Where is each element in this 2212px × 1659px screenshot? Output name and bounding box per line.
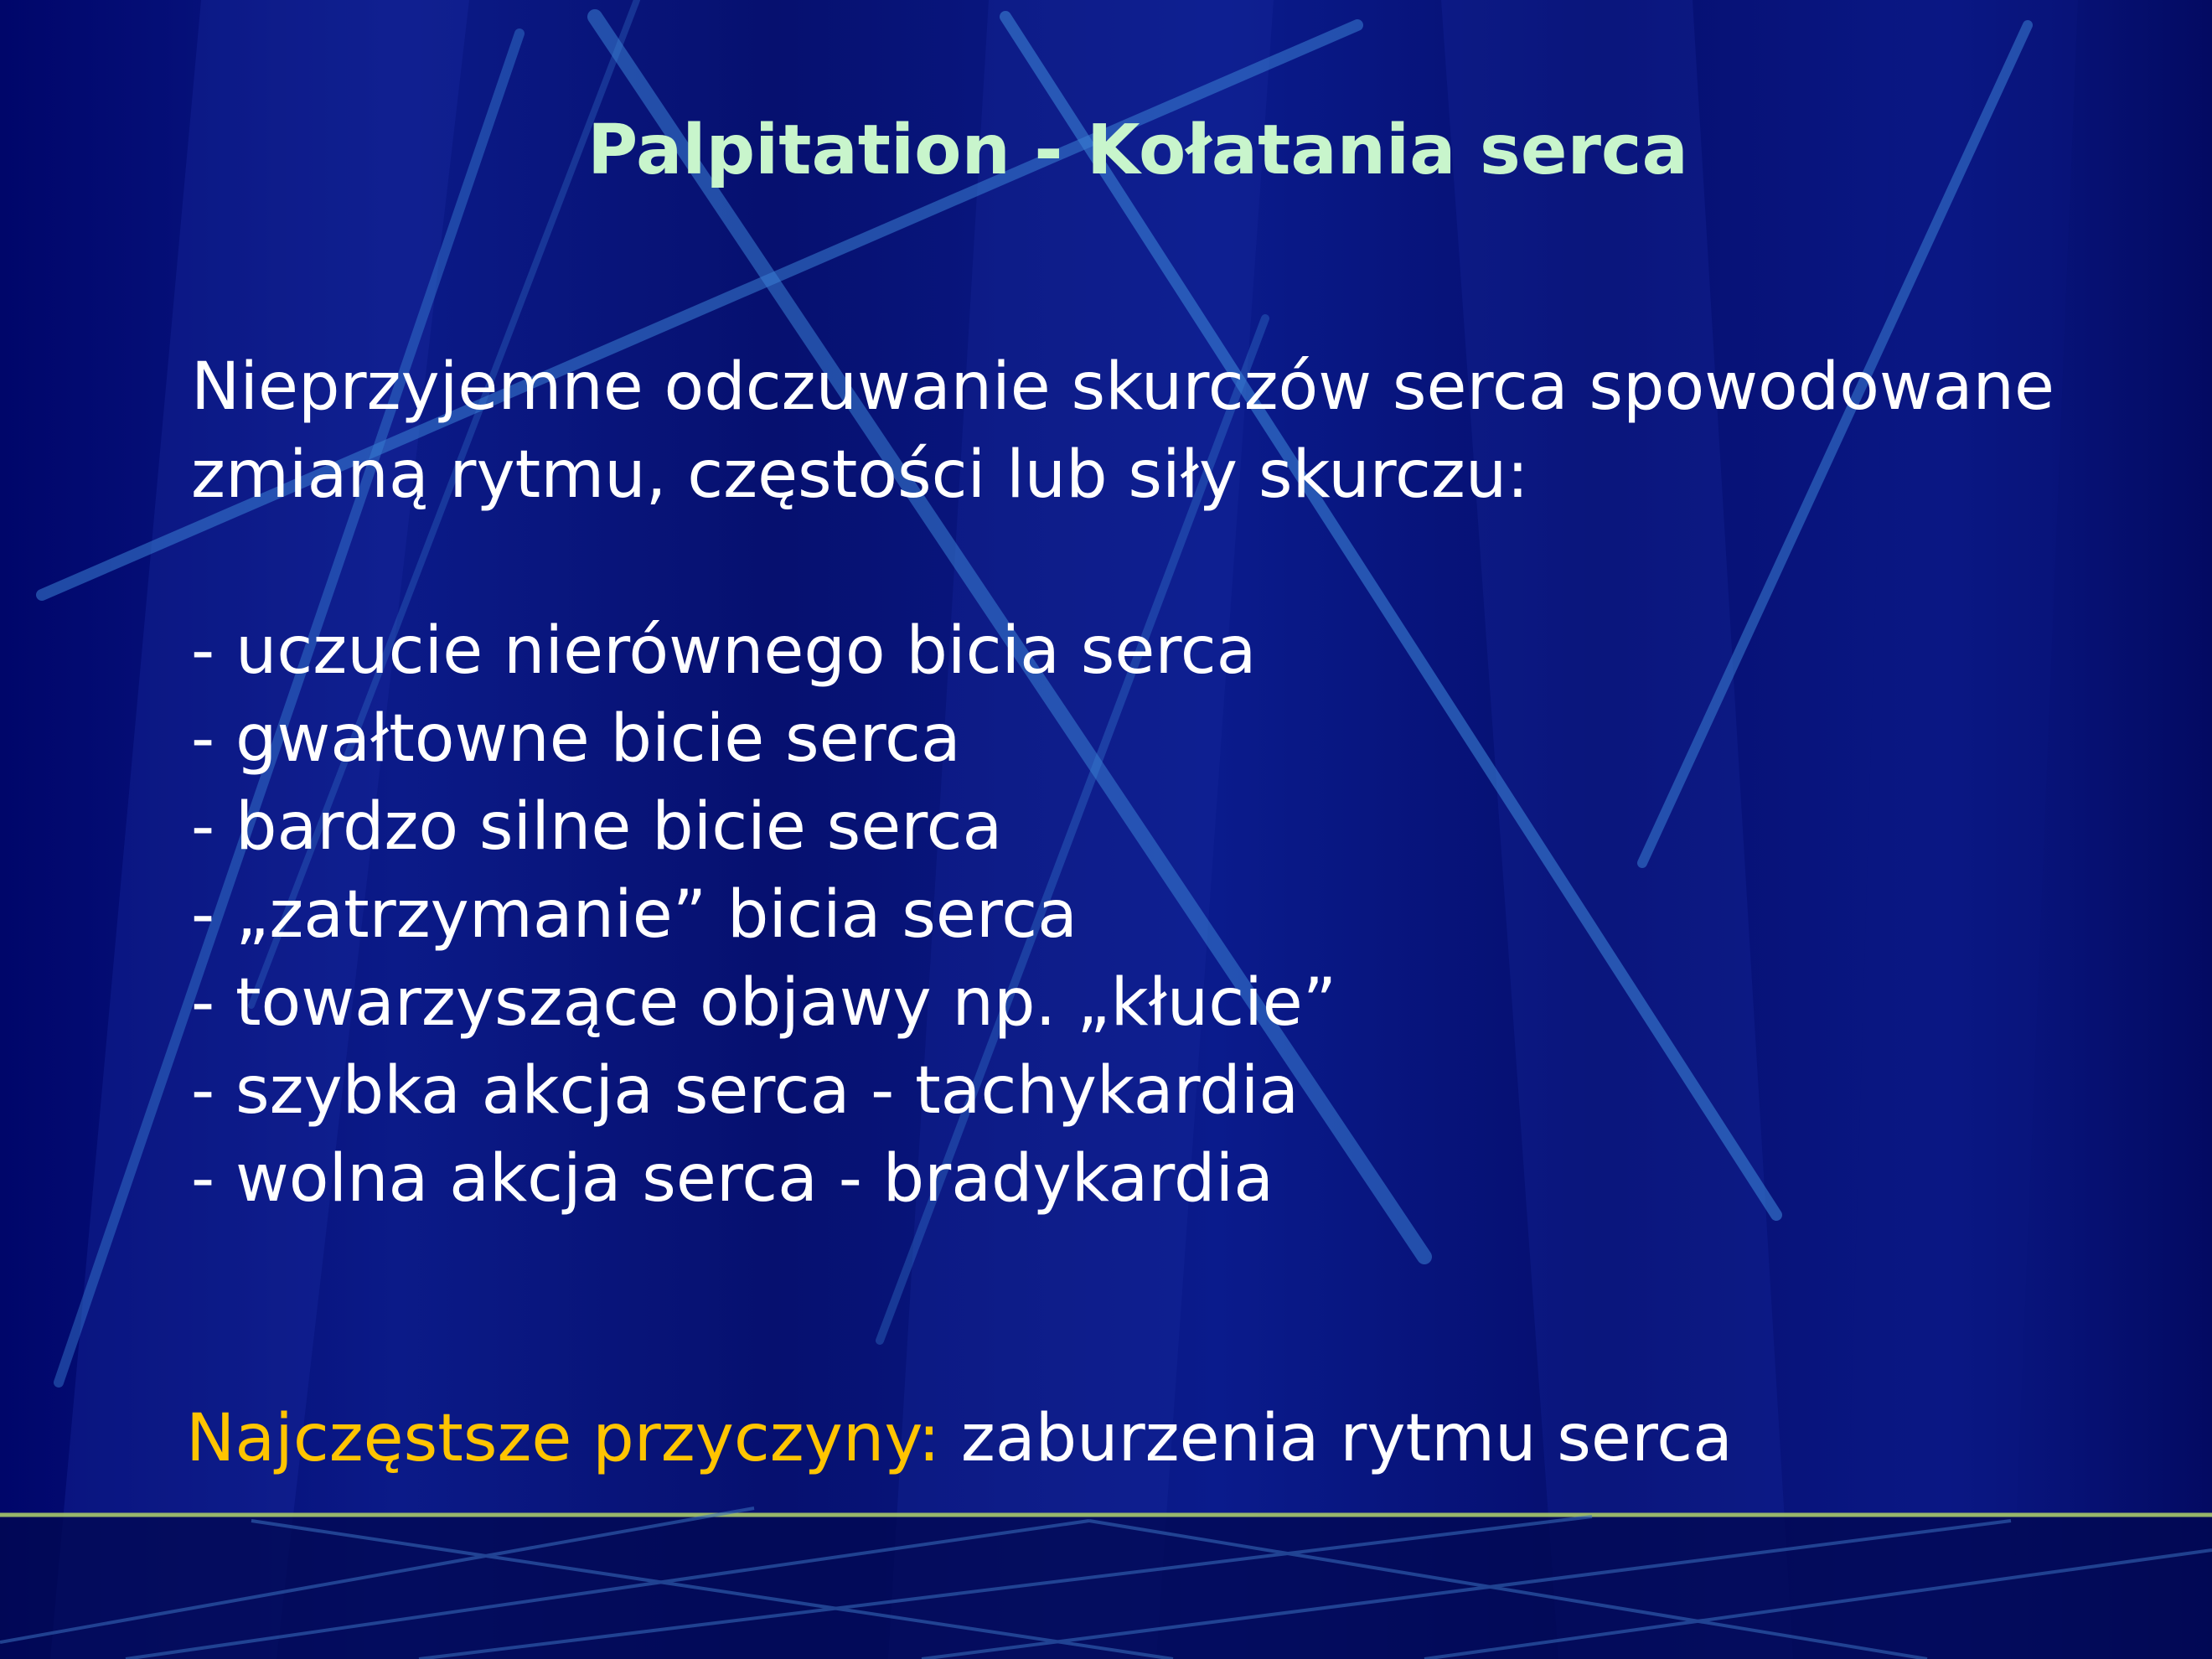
symptom-item: - wolna akcja serca - bradykardia <box>191 1141 1274 1217</box>
symptom-item: - uczucie nierównego bicia serca <box>191 613 1257 689</box>
intro-line: Nieprzyjemne odczuwanie skurczów serca spowodowane <box>191 349 2054 425</box>
intro-line: zmianą rytmu, częstości lub siły skurczu: <box>191 437 1529 513</box>
symptom-item: - bardzo silne bicie serca <box>191 789 1003 865</box>
slide-body <box>191 344 2054 1223</box>
symptom-item: - gwałtowne bicie serca <box>191 701 961 777</box>
symptom-item: - towarzyszące objawy np. „kłucie” <box>191 965 1337 1041</box>
blank-line <box>191 519 2054 607</box>
causes-label: Najczęstsze przyczyny: <box>186 1401 941 1476</box>
symptom-item: - „zatrzymanie” bicia serca <box>191 877 1078 953</box>
slide-title: Palpitation - Kołatania serca <box>587 111 1688 190</box>
symptom-item: - szybka akcja serca - tachykardia <box>191 1053 1300 1129</box>
causes-line <box>186 1395 1733 1483</box>
causes-value: zaburzenia rytmu serca <box>940 1401 1733 1476</box>
